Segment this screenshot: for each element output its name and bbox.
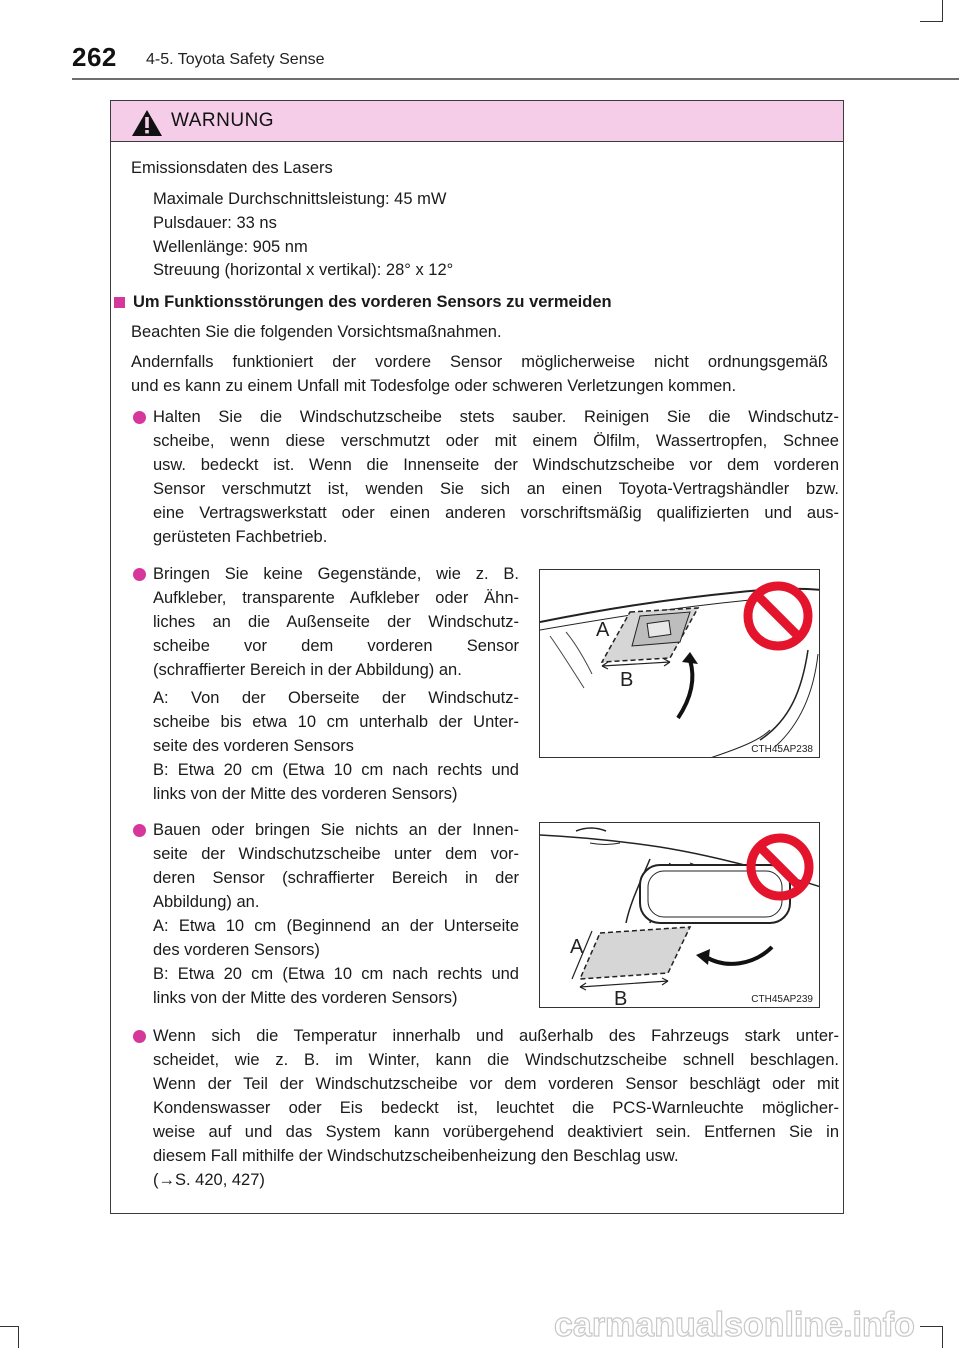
- bullet-dot-icon: [133, 568, 146, 581]
- bullet-line: liches an die Außenseite der Windschutz-: [153, 613, 519, 631]
- spec-line: Streuung (horizontal x vertikal): 28° x 12°: [153, 261, 454, 279]
- bullet-line: scheibe bis etwa 10 cm unterhalb der Unter-: [153, 713, 519, 731]
- bullet-line: diesem Fall mithilfe der Windschutzscheibenheizung den Beschlag usw.: [153, 1147, 679, 1165]
- bullet-line: weise auf und das System kann vorübergehend deaktiviert sein. Entfernen Sie in: [153, 1123, 839, 1141]
- emission-heading: Emissionsdaten des Lasers: [131, 159, 333, 177]
- bullet-line: Wenn sich die Temperatur innerhalb und außerhalb des Fahrzeugs stark unter-: [153, 1027, 839, 1045]
- bullet-line: scheibe, wenn diese verschmutzt oder mit einem Ölfilm, Wassertropfen, Schnee: [153, 432, 839, 450]
- bullet-line: B: Etwa 20 cm (Etwa 10 cm nach rechts und: [153, 965, 519, 983]
- bullet-line: Bringen Sie keine Gegenstände, wie z. B.: [153, 565, 519, 583]
- bullet-line: gerüsteten Fachbetrieb.: [153, 528, 328, 546]
- bullet-line: seite der Windschutzscheibe unter dem vor-: [153, 845, 519, 863]
- figure-label-b: B: [614, 988, 628, 1008]
- section-square-icon: [114, 297, 125, 308]
- section-title: 4-5. Toyota Safety Sense: [146, 51, 325, 68]
- bullet-line: Halten Sie die Windschutzscheibe stets sauber. Reinigen Sie die Windschutz-: [153, 408, 839, 426]
- bullet-line: links von der Mitte des vorderen Sensors): [153, 785, 458, 803]
- bullet-line: seite des vorderen Sensors: [153, 737, 354, 755]
- bullet-line: Aufkleber, transparente Aufkleber oder Ähn-: [153, 589, 519, 607]
- intro-text: Beachten Sie die folgenden Vorsichtsmaßnahmen.: [131, 323, 502, 341]
- paragraph-line: Andernfalls funktioniert der vordere Sensor möglicherweise nicht ordnungsgemäß: [131, 353, 828, 371]
- figure-interior-drawing: [540, 823, 820, 1008]
- figure-interior-windshield: [539, 822, 820, 1008]
- warning-header: [111, 101, 843, 142]
- bullet-line: Bauen oder bringen Sie nichts an der Innen-: [153, 821, 519, 839]
- crop-mark: [18, 1326, 19, 1348]
- bullet-line: Kondenswasser oder Eis bedeckt ist, leuchtet die PCS-Warnleuchte möglicher-: [153, 1099, 839, 1117]
- section-heading: Um Funktionsstörungen des vorderen Sensors zu vermeiden: [133, 293, 612, 311]
- figure-code: CTH45AP238: [751, 744, 813, 755]
- spec-line: Wellenlänge: 905 nm: [153, 238, 308, 256]
- figure-label-a: A: [570, 936, 584, 958]
- crop-mark: [0, 1326, 18, 1327]
- bullet-line: usw. bedeckt ist. Wenn die Innenseite der Windschutzscheibe vor dem vorderen: [153, 456, 839, 474]
- bullet-line: scheibe vor dem vorderen Sensor: [153, 637, 519, 655]
- bullet-line: eine Vertragswerkstatt oder einen anderen vorschriftsmäßig qualifizierten und aus-: [153, 504, 839, 522]
- bullet-line: A: Von der Oberseite der Windschutz-: [153, 689, 519, 707]
- warning-triangle-icon: [131, 109, 163, 137]
- bullet-line: scheidet, wie z. B. im Winter, kann die Windschutzscheibe schnell beschlagen.: [153, 1051, 839, 1069]
- watermark-text: carmanualsonline.info: [554, 1306, 915, 1344]
- crop-mark: [920, 21, 942, 22]
- page-reference-link[interactable]: (→S. 420, 427): [153, 1171, 265, 1189]
- bullet-line: A: Etwa 10 cm (Beginnend an der Unterseite: [153, 917, 519, 935]
- bullet-dot-icon: [133, 824, 146, 837]
- bullet-line: links von der Mitte des vorderen Sensors): [153, 989, 458, 1007]
- figure-exterior-windshield: [539, 569, 820, 758]
- paragraph-line: und es kann zu einem Unfall mit Todesfolge oder schweren Verletzungen kommen.: [131, 377, 737, 395]
- spec-line: Pulsdauer: 33 ns: [153, 214, 277, 232]
- bullet-dot-icon: [133, 411, 146, 424]
- bullet-line: deren Sensor (schraffierter Bereich in der: [153, 869, 519, 887]
- bullet-line: (schraffierter Bereich in der Abbildung) an.: [153, 661, 462, 679]
- watermark: [552, 1302, 956, 1346]
- page-number: 262: [72, 42, 117, 72]
- bullet-line: des vorderen Sensors): [153, 941, 320, 959]
- warning-title: WARNUNG: [171, 110, 275, 131]
- figure-label-a: A: [596, 619, 610, 641]
- figure-code: CTH45AP239: [751, 994, 813, 1005]
- bullet-line: Wenn der Teil der Windschutzscheibe vor dem vorderen Sensor beschlägt oder mit: [153, 1075, 839, 1093]
- bullet-line: Sensor verschmutzt ist, wenden Sie sich an einen Toyota-Vertragshändler bzw.: [153, 480, 839, 498]
- bullet-line: Abbildung) an.: [153, 893, 260, 911]
- header-rule: [72, 78, 959, 80]
- bullet-line: B: Etwa 20 cm (Etwa 10 cm nach rechts und: [153, 761, 519, 779]
- figure-label-b: B: [620, 669, 634, 691]
- figure-exterior-drawing: [540, 570, 820, 758]
- bullet-dot-icon: [133, 1030, 146, 1043]
- crop-mark: [942, 0, 943, 22]
- spec-line: Maximale Durchschnittsleistung: 45 mW: [153, 190, 447, 208]
